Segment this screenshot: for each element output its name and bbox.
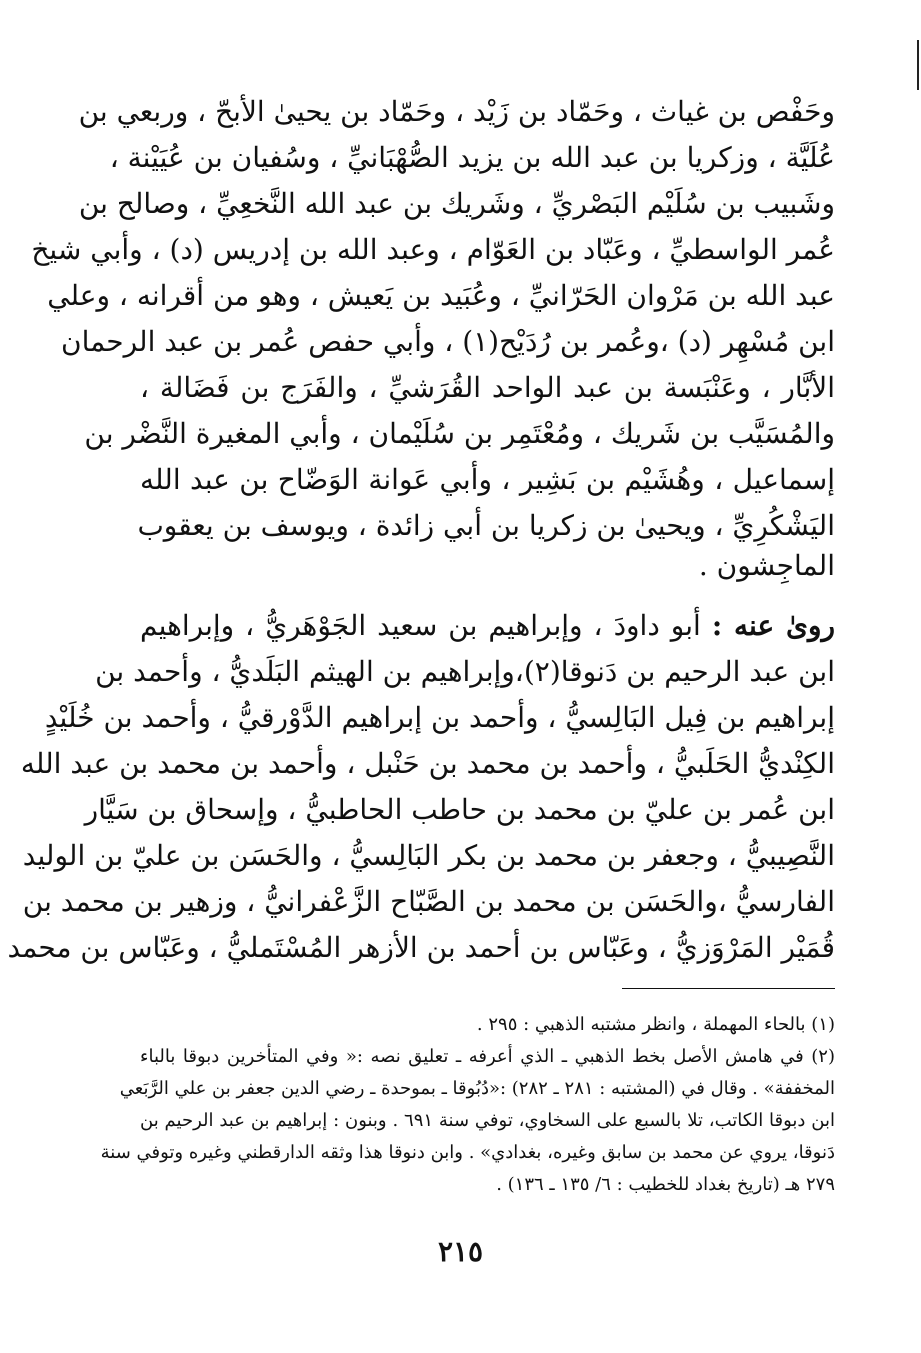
rawa-first-line bbox=[140, 606, 835, 646]
edge-mark bbox=[917, 40, 919, 90]
footnote-rule bbox=[622, 988, 835, 989]
body-line: الأبَّار ، وعَنْبَسة بن عبد الواحد القُرَشيِّ ، والفَرَج بن فَضَالة ، bbox=[140, 371, 835, 404]
rawa-line: الكِنْديُّ الحَلَبيُّ ، وأحمد بن محمد بن حَنْبل ، وأحمد بن محمد بن عبد الله bbox=[20, 747, 835, 780]
body-line: عُلَيَّة ، وزكريا بن عبد الله بن يزيد الصُّهْبَانيِّ ، وسُفيان بن عُيَيْنة ، bbox=[109, 141, 835, 174]
body-line: ابن مُسْهِر (د) ،وعُمر بن رُدَيْح(١) ، وأبي حفص عُمر بن عبد الرحمان bbox=[61, 325, 835, 358]
body-line: الماجِشون . bbox=[698, 549, 835, 582]
page-number: ٢١٥ bbox=[437, 1235, 484, 1268]
footnote-line: (٢) في هامش الأصل بخط الذهبي ـ الذي أعرفه ـ تعليق نصه :« وفي المتأخرين دبوقا بالباء bbox=[140, 1046, 835, 1067]
rawa-line: إبراهيم بن فِيل البَالِسيُّ ، وأحمد بن إبراهيم الدَّوْرقيُّ ، وأحمد بن خُلَيْدٍ bbox=[44, 701, 835, 734]
footnote-line: (١) بالحاء المهملة ، وانظر مشتبه الذهبي : ٢٩٥ . bbox=[476, 1014, 835, 1035]
rawa-line: ابن عبد الرحيم بن دَنوقا(٢)،وإبراهيم بن الهيثم البَلَديُّ ، وأحمد بن bbox=[95, 655, 835, 688]
body-line: وشَبيب بن سُلَيْم البَصْريِّ ، وشَريك بن عبد الله النَّخعِيِّ ، وصالح بن bbox=[78, 187, 835, 220]
footnote-line: ٢٧٩ هـ (تاريخ بغداد للخطيب : ٦/ ١٣٥ ـ ١٣٦) . bbox=[496, 1174, 835, 1195]
footnote-line: ابن دبوقا الكاتب، تلا بالسبع على السخاوي، توفي سنة ٦٩١ . وبنون : إبراهيم بن عبد الرحيم بن bbox=[140, 1110, 836, 1131]
body-line: اليَشْكُرِيِّ ، ويحيىٰ بن زكريا بن أبي زائدة ، ويوسف بن يعقوب bbox=[137, 509, 835, 542]
rawa-line: الفارسيُّ ،والحَسَن بن محمد بن الصَّبّاح الزَّعْفرانيُّ ، وزهير بن محمد بن bbox=[22, 885, 835, 918]
rawa-line: أبو داودَ ، وإبراهيم بن سعيد الجَوْهَريُّ ، وإبراهيم bbox=[140, 609, 701, 642]
body-line: إسماعيل ، وهُشَيْم بن بَشِير ، وأبي عَوانة الوَضّاح بن عبد الله bbox=[140, 463, 835, 496]
rawa-line: النَّصِيبيُّ ، وجعفر بن محمد بن بكر البَالِسيُّ ، والحَسَن بن عليّ بن الوليد bbox=[22, 839, 835, 872]
body-line: عُمر الواسطيِّ ، وعَبّاد بن العَوّام ، وعبد الله بن إدريس (د) ، وأبي شيخ bbox=[31, 233, 835, 266]
rawa-heading: روىٰ عنه : bbox=[711, 609, 835, 642]
body-line: عبد الله بن مَرْوان الحَرّانيِّ ، وعُبَيد بن يَعيش ، وهو من أقرانه ، وعلي bbox=[47, 279, 835, 312]
footnote-line: دَنوقا، يروي عن محمد بن سابق وغيره، بغدادي» . وابن دنوقا هذا وثقه الدارقطني وغيره وتوفي سنة bbox=[100, 1142, 835, 1163]
body-line: والمُسَيَّب بن شَريك ، ومُعْتَمِر بن سُلَيْمان ، وأبي المغيرة النَّضْر بن bbox=[84, 417, 835, 450]
body-line: وحَفْص بن غياث ، وحَمّاد بن زَيْد ، وحَمّاد بن يحيىٰ الأبحّ ، وربعي بن bbox=[78, 95, 835, 128]
rawa-line: قُمَيْر المَرْوَزيُّ ، وعَبّاس بن أحمد بن الأزهر المُسْتَمليُّ ، وعَبّاس بن محمد bbox=[7, 931, 835, 964]
rawa-line: ابن عُمر بن عليّ بن محمد بن حاطب الحاطبيُّ ، وإسحاق بن سَيَّار bbox=[84, 793, 835, 826]
footnote-line: المخففة» . وقال في (المشتبه : ٢٨١ ـ ٢٨٢) :«دُبُوقا ـ بموحدة ـ رضي الدين جعفر بن علي الرَّبَعي bbox=[119, 1078, 835, 1099]
